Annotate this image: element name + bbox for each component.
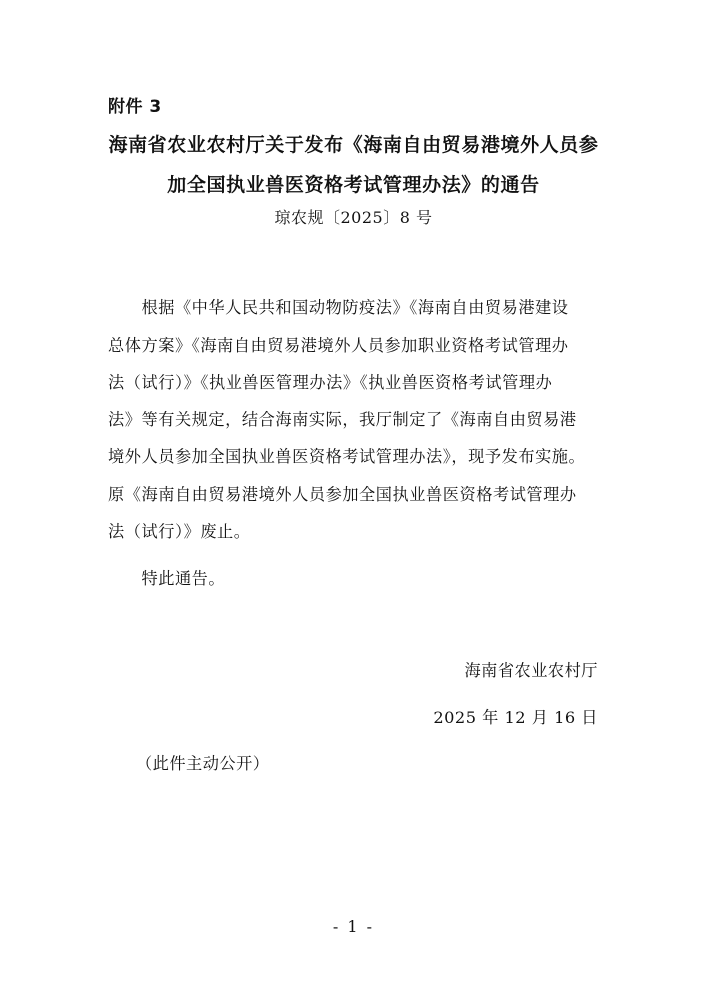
document-title-line-1: 海南省农业农村厅关于发布《海南自由贸易港境外人员参: [108, 134, 599, 156]
page-number: - 1 -: [332, 917, 375, 936]
issue-date: 2025 年 12 月 16 日: [433, 708, 598, 727]
body-line: 境外人员参加全国执业兽医资格考试管理办法》，现予发布实施。: [108, 447, 586, 466]
body-line: 根据《中华人民共和国动物防疫法》《海南自由贸易港建设: [108, 298, 569, 317]
attachment-label: 附件 3: [108, 97, 162, 117]
body-line: 总体方案》《海南自由贸易港境外人员参加职业资格考试管理办: [108, 336, 569, 355]
body-line: 原《海南自由贸易港境外人员参加全国执业兽医资格考试管理办: [108, 485, 577, 504]
body-line: 法（试行）》废止。: [108, 522, 251, 541]
body-line: 法》等有关规定，结合海南实际，我厅制定了《海南自由贸易港: [108, 410, 577, 429]
document-title-line-2: 加全国执业兽医资格考试管理办法》的通告: [167, 174, 540, 196]
issuer-name: 海南省农业农村厅: [464, 661, 598, 680]
body-paragraph-2: 特此通告。: [108, 569, 226, 588]
body-line: 法（试行）》《执业兽医管理办法》《执业兽医资格考试管理办: [108, 373, 553, 392]
document-number: 琼农规〔2025〕8 号: [274, 208, 433, 227]
disclosure-note: （此件主动公开）: [136, 754, 270, 773]
